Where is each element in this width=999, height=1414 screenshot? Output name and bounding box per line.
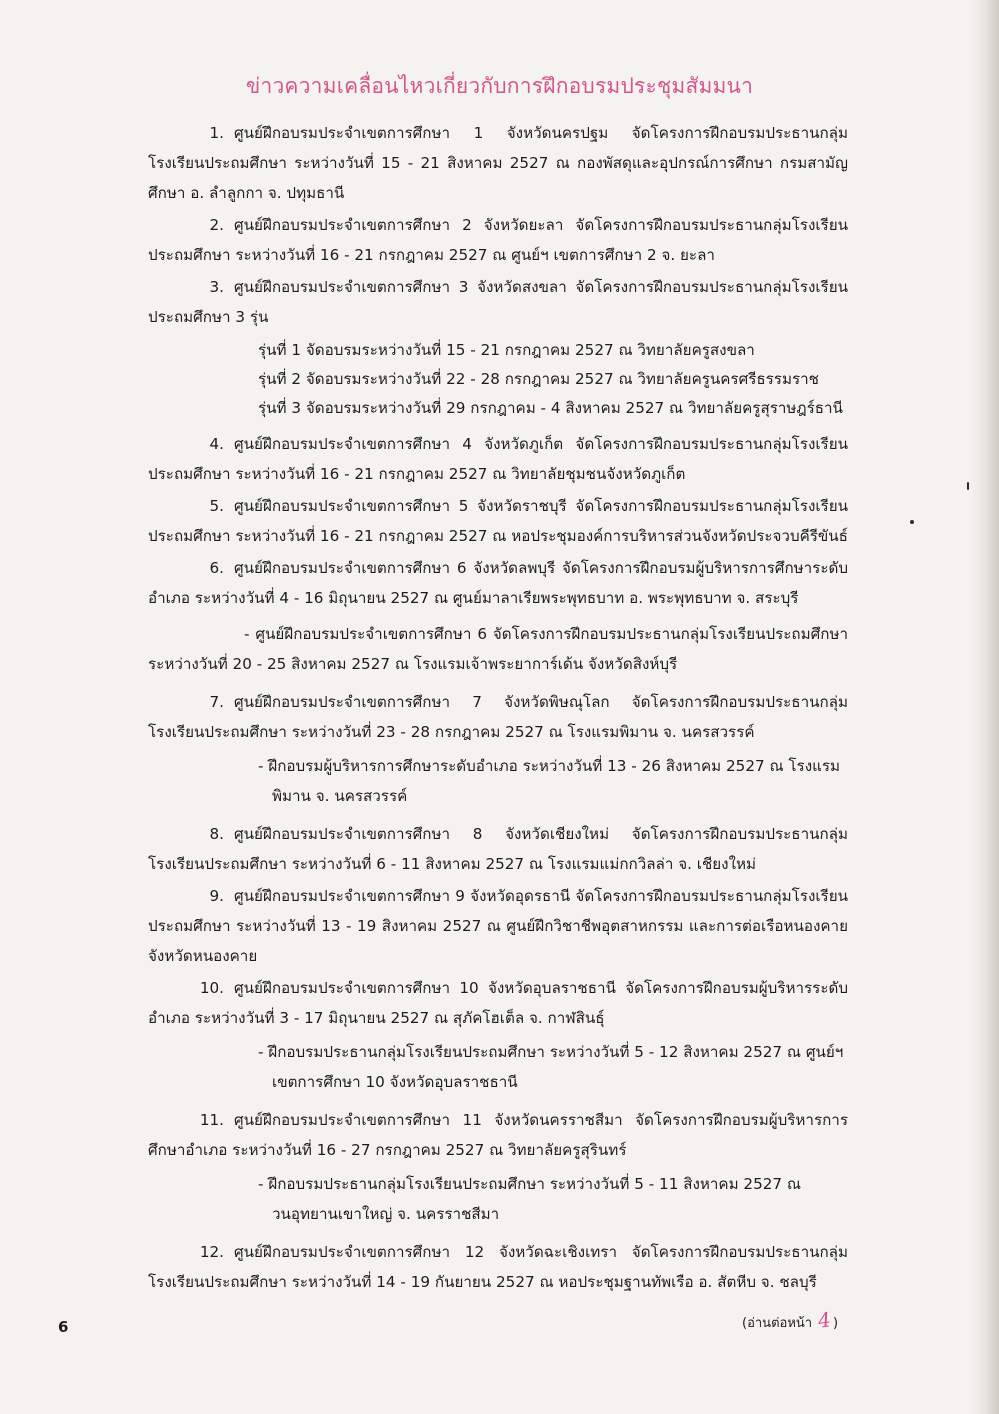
item-text: ศูนย์ฝึกอบรมประจำเขตการศึกษา 2 จังหวัดยะลา จัดโครงการฝึกอบรมประธานกลุ่มโรงเรียนประถมศึกษา ระหว่างวันที่ 16 - 21 กรกฎาคม 2527 ณ ศูนย์ฯ เขตการศึกษา 2 จ. ยะลา xyxy=(148,216,848,264)
ink-speck xyxy=(910,520,914,524)
sub-item: - ฝึกอบรมผู้บริหารการศึกษาระดับอำเภอ ระหว่างวันที่ 13 - 26 สิงหาคม 2527 ณ โรงแรมพิมาน จ. นครสวรรค์ xyxy=(258,757,841,805)
news-item-6-extra xyxy=(148,619,848,679)
round-item: รุ่นที่ 3 จัดอบรมระหว่างวันที่ 29 กรกฎาคม - 4 สิงหาคม 2527 ณ วิทยาลัยครูสุราษฎร์ธานี xyxy=(258,399,843,417)
news-item-1 xyxy=(148,118,848,208)
item-number: 5. xyxy=(209,497,224,515)
news-item-3 xyxy=(148,272,848,332)
news-item-2 xyxy=(148,210,848,270)
news-item-9 xyxy=(148,881,848,971)
item-number: 11. xyxy=(199,1111,224,1129)
item-number: 3. xyxy=(209,278,224,296)
news-item-4 xyxy=(148,429,848,489)
page-number: 6 xyxy=(58,1318,69,1336)
sub-item: - ฝึกอบรมประธานกลุ่มโรงเรียนประถมศึกษา ระหว่างวันที่ 5 - 12 สิงหาคม 2527 ณ ศูนย์ฯ เขตการศึกษา 10 จังหวัดอุบลราชธานี xyxy=(258,1043,844,1091)
item-text: ศูนย์ฝึกอบรมประจำเขตการศึกษา 8 จังหวัดเชียงใหม่ จัดโครงการฝึกอบรมประธานกลุ่มโรงเรียนประถมศึกษา ระหว่างวันที่ 6 - 11 สิงหาคม 2527 ณ โรงแรมแม่กกวิลล่า จ. เชียงใหม่ xyxy=(148,825,848,873)
item-text: ศูนย์ฝึกอบรมประจำเขตการศึกษา 5 จังหวัดราชบุรี จัดโครงการฝึกอบรมประธานกลุ่มโรงเรียนประถมศึกษา ระหว่างวันที่ 16 - 21 กรกฎาคม 2527 ณ หอประชุมองค์การบริหารส่วนจังหวัดประจวบคีรีขันธ์ xyxy=(148,497,848,545)
news-item-10 xyxy=(148,973,848,1033)
news-item-11 xyxy=(148,1105,848,1165)
item-number: 6. xyxy=(209,559,224,577)
item-text: ศูนย์ฝึกอบรมประจำเขตการศึกษา 9 จังหวัดอุดรธานี จัดโครงการฝึกอบรมประธานกลุ่มโรงเรียนประถมศึกษา ระหว่างวันที่ 13 - 19 สิงหาคม 2527 ณ ศูนย์ฝึกวิชาชีพอุตสาหกรรม และการต่อเรือหนองคาย จังหวัดหนองคาย xyxy=(148,887,848,965)
item-text: ศูนย์ฝึกอบรมประจำเขตการศึกษา 3 จังหวัดสงขลา จัดโครงการฝึกอบรมประธานกลุ่มโรงเรียนประถมศึกษา 3 รุ่น xyxy=(148,278,848,326)
ink-speck xyxy=(967,482,969,490)
item-number: 10. xyxy=(199,979,224,997)
item-text: ศูนย์ฝึกอบรมประจำเขตการศึกษา 6 จังหวัดลพบุรี จัดโครงการฝึกอบรมผู้บริหารการศึกษาระดับอำเภอ ระหว่างวันที่ 4 - 16 มิถุนายน 2527 ณ ศูนย์มาลาเรียพระพุทธบาท อ. พระพุทธบาท จ. สระบุรี xyxy=(148,559,848,607)
page-edge-shadow xyxy=(971,0,999,1414)
handwritten-page-number: 4 xyxy=(816,1307,833,1333)
item-text: ศูนย์ฝึกอบรมประจำเขตการศึกษา 4 จังหวัดภูเก็ต จัดโครงการฝึกอบรมประธานกลุ่มโรงเรียนประถมศึกษา ระหว่างวันที่ 16 - 21 กรกฎาคม 2527 ณ วิทยาลัยชุมชนจังหวัดภูเก็ต xyxy=(148,435,848,483)
item-text: - ศูนย์ฝึกอบรมประจำเขตการศึกษา 6 จัดโครงการฝึกอบรมประธานกลุ่มโรงเรียนประถมศึกษาระหว่างวันที่ 20 - 25 สิงหาคม 2527 ณ โรงแรมเจ้าพระยาการ์เด้น จังหวัดสิงห์บุรี xyxy=(148,625,848,673)
item-text: ศูนย์ฝึกอบรมประจำเขตการศึกษา 7 จังหวัดพิษณุโลก จัดโครงการฝึกอบรมประธานกลุ่มโรงเรียนประถมศึกษา ระหว่างวันที่ 23 - 28 กรกฎาคม 2527 ณ โรงแรมพิมาน จ. นครสวรรค์ xyxy=(148,693,848,741)
continue-prefix: (อ่านต่อหน้า xyxy=(742,1316,813,1331)
news-item-12 xyxy=(148,1237,848,1297)
item-number: 4. xyxy=(209,435,224,453)
item-text: ศูนย์ฝึกอบรมประจำเขตการศึกษา 10 จังหวัดอุบลราชธานี จัดโครงการฝึกอบรมผู้บริหารระดับอำเภอ ระหว่างวันที่ 3 - 17 มิถุนายน 2527 ณ สุภัคโฮเต็ล จ. กาฬสินธุ์ xyxy=(148,979,848,1027)
item-text: ศูนย์ฝึกอบรมประจำเขตการศึกษา 1 จังหวัดนครปฐม จัดโครงการฝึกอบรมประธานกลุ่มโรงเรียนประถมศึกษา ระหว่างวันที่ 15 - 21 สิงหาคม 2527 ณ กองพัสดุและอุปกรณ์การศึกษา กรมสามัญศึกษา อ. ลำลูกกา จ. ปทุมธานี xyxy=(148,124,848,202)
item-number: 1. xyxy=(209,124,224,142)
round-item: รุ่นที่ 1 จัดอบรมระหว่างวันที่ 15 - 21 กรกฎาคม 2527 ณ วิทยาลัยครูสงขลา xyxy=(258,341,755,359)
item-text: ศูนย์ฝึกอบรมประจำเขตการศึกษา 12 จังหวัดฉะเชิงเทรา จัดโครงการฝึกอบรมประธานกลุ่มโรงเรียนประถมศึกษา ระหว่างวันที่ 14 - 19 กันยายน 2527 ณ หอประชุมฐานทัพเรือ อ. สัตหีบ จ. ชลบุรี xyxy=(148,1243,848,1291)
news-item-6 xyxy=(148,553,848,613)
continue-suffix: ) xyxy=(832,1316,839,1331)
item-text: ศูนย์ฝึกอบรมประจำเขตการศึกษา 11 จังหวัดนครราชสีมา จัดโครงการฝึกอบรมผู้บริหารการศึกษาอำเภอ ระหว่างวันที่ 16 - 27 กรกฎาคม 2527 ณ วิทยาลัยครูสุรินทร์ xyxy=(148,1111,848,1159)
round-list xyxy=(258,336,848,423)
item-number: 7. xyxy=(209,693,224,711)
item-number: 9. xyxy=(209,887,224,905)
item-number: 8. xyxy=(209,825,224,843)
sub-item: - ฝึกอบรมประธานกลุ่มโรงเรียนประถมศึกษา ระหว่างวันที่ 5 - 11 สิงหาคม 2527 ณ วนอุทยานเขาใหญ่ จ. นครราชสีมา xyxy=(258,1175,801,1223)
news-item-5 xyxy=(148,491,848,551)
round-item: รุ่นที่ 2 จัดอบรมระหว่างวันที่ 22 - 28 กรกฎาคม 2527 ณ วิทยาลัยครูนครศรีธรรมราช xyxy=(258,370,819,388)
news-list xyxy=(148,118,848,1299)
continue-note xyxy=(742,1308,838,1333)
news-item-7 xyxy=(148,687,848,747)
news-item-8 xyxy=(148,819,848,879)
item-number: 12. xyxy=(199,1243,224,1261)
item-number: 2. xyxy=(209,216,224,234)
page-title: ข่าวความเคลื่อนไหวเกี่ยวกับการฝึกอบรมประชุมสัมมนา xyxy=(245,74,754,98)
